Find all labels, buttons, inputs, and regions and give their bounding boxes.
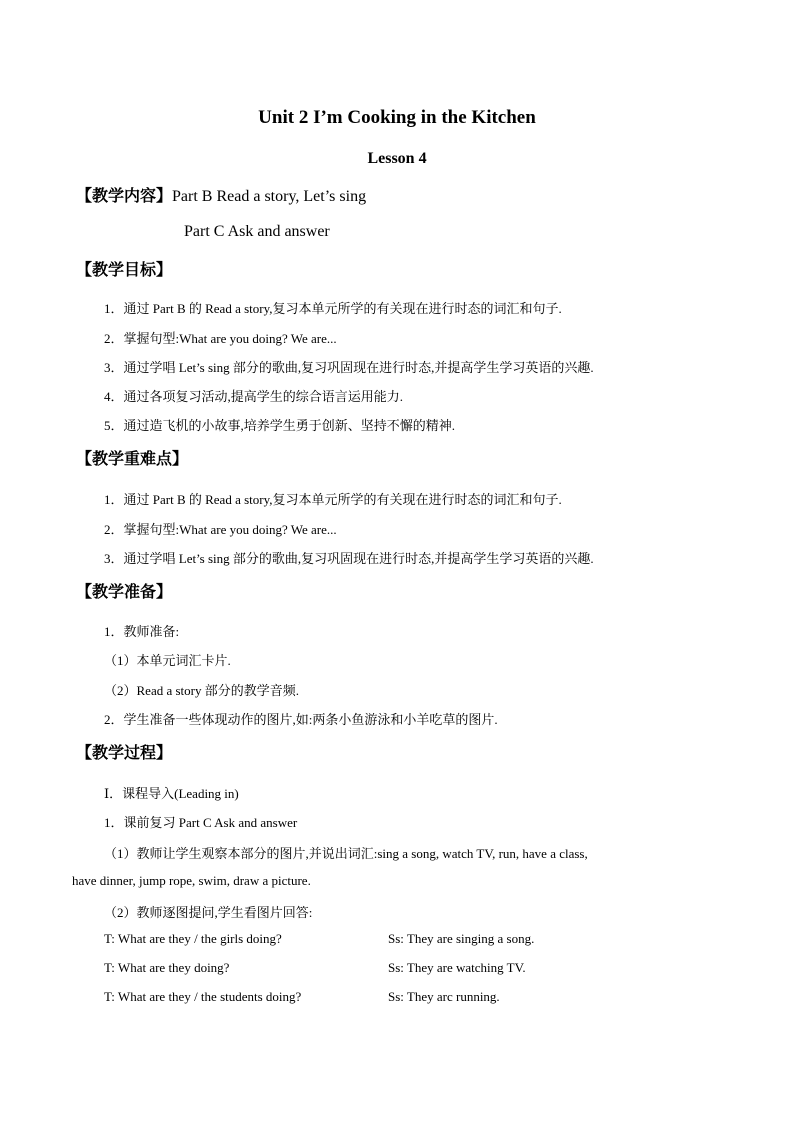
content-heading-label: 【教学内容】 [76,188,173,205]
keypoint-item-1: 1．通过 Part B 的 Read a story,复习本单元所学的有关现在进行时态的词汇和句子. [104,492,562,507]
dialog-teacher-2: T: What are they doing? [104,960,230,975]
process-sub-1b: have dinner, jump rope, swim, draw a picture. [72,873,311,888]
section-content-heading [76,183,366,206]
section-keypoints-heading: 【教学重难点】 [76,451,189,468]
prep-item-2: （1）本单元词汇卡片. [104,653,231,668]
process-step-1: 1．课前复习 Part C Ask and answer [104,815,298,830]
keypoint-item-2: 2．掌握句型:What are you doing? We are... [104,522,337,537]
dialog-teacher-1: T: What are they / the girls doing? [104,931,282,946]
process-section-1: Ⅰ．课程导入(Leading in) [104,786,239,801]
section-prep-heading: 【教学准备】 [76,584,173,601]
section-process-heading: 【教学过程】 [76,745,173,762]
goal-item-3: 3．通过学唱 Let’s sing 部分的歌曲,复习巩固现在进行时态,并提高学生学习英语的兴趣. [104,360,594,375]
goal-item-2: 2．掌握句型:What are you doing? We are... [104,331,337,346]
prep-item-1: 1．教师准备: [104,624,180,639]
keypoint-item-3: 3．通过学唱 Let’s sing 部分的歌曲,复习巩固现在进行时态,并提高学生学习英语的兴趣. [104,551,594,566]
process-sub-2: （2）教师逐图提问,学生看图片回答: [104,905,313,920]
section-goals-heading: 【教学目标】 [76,262,173,279]
lesson-subtitle: Lesson 4 [367,150,427,167]
dialog-students-1: Ss: They are singing a song. [388,931,535,946]
content-line-1: Part B Read a story, Let’s sing [172,188,367,205]
dialog-students-2: Ss: They are watching TV. [388,960,526,975]
prep-item-4: 2．学生准备一些体现动作的图片,如:两条小鱼游泳和小羊吃草的图片. [104,712,498,727]
goal-item-1: 1．通过 Part B 的 Read a story,复习本单元所学的有关现在进行时态的词汇和句子. [104,301,562,316]
page-title: Unit 2 I’m Cooking in the Kitchen [258,107,536,128]
content-line-2: Part C Ask and answer [184,223,330,240]
goal-item-5: 5．通过造飞机的小故事,培养学生勇于创新、坚持不懈的精神. [104,418,456,433]
prep-item-3: （2）Read a story 部分的教学音频. [104,683,299,698]
dialog-students-3: Ss: They arc running. [388,989,500,1004]
process-sub-1a: （1）教师让学生观察本部分的图片,并说出词汇:sing a song, watch TV, run, have a class, [104,846,588,861]
dialog-teacher-3: T: What are they / the students doing? [104,989,302,1004]
goal-item-4: 4．通过各项复习活动,提高学生的综合语言运用能力. [104,389,404,404]
